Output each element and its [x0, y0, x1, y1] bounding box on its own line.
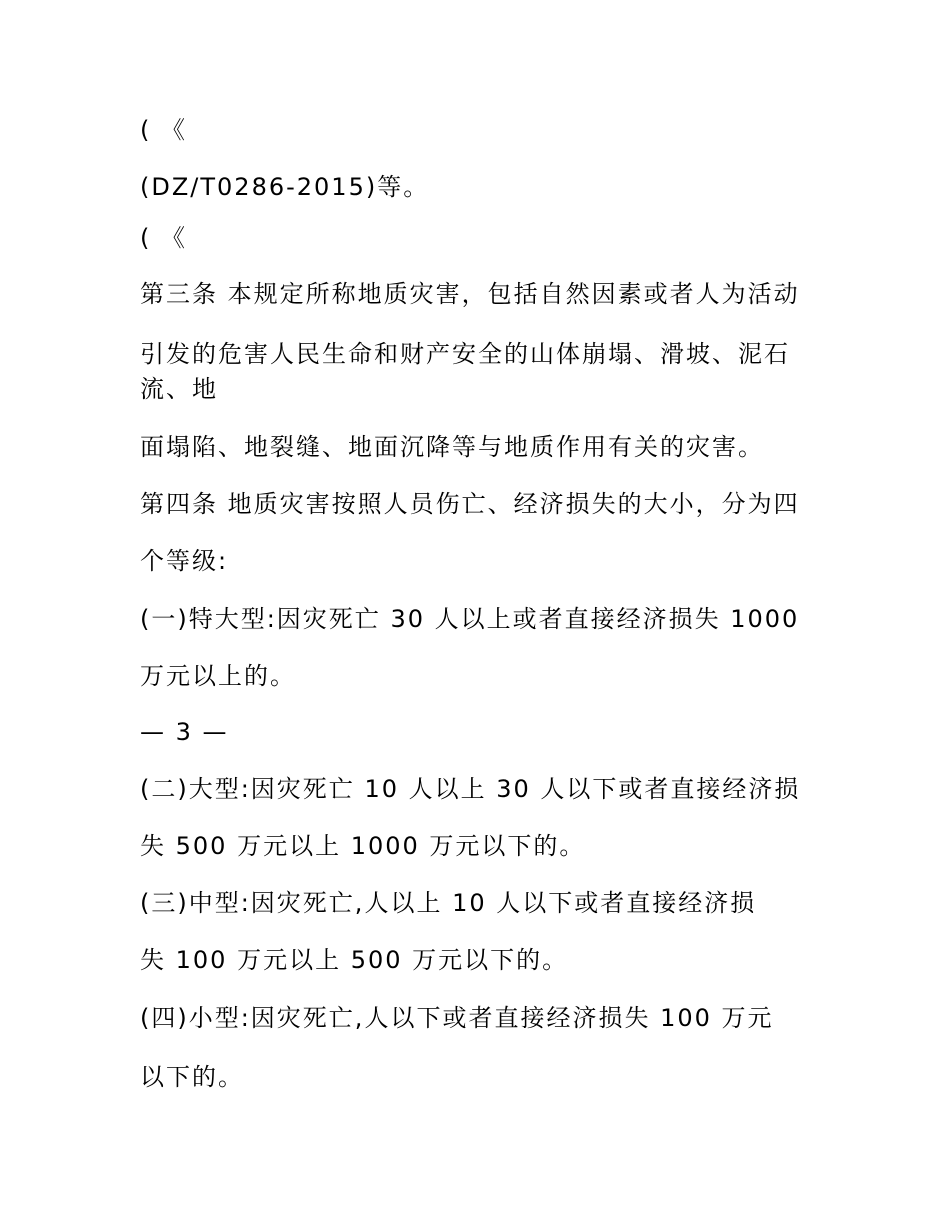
text-line: (三)中型:因灾死亡,人以上 10 人以下或者直接经济损: [140, 889, 757, 917]
text-line: 失 500 万元以上 1000 万元以下的。: [140, 832, 586, 860]
text-line: (DZ/T0286-2015)等。: [140, 173, 430, 201]
text-line: 面塌陷、地裂缝、地面沉降等与地质作用有关的灾害。: [140, 433, 764, 461]
text-line: (一)特大型:因灾死亡 30 人以上或者直接经济损失 1000: [140, 605, 800, 633]
text-line: (二)大型:因灾死亡 10 人以上 30 人以下或者直接经济损: [140, 775, 801, 803]
text-line: 流、地: [140, 375, 218, 403]
text-line: ( 《: [140, 224, 187, 252]
text-line: 以下的。: [140, 1063, 244, 1091]
text-line: 个等级:: [140, 547, 229, 575]
text-line: 第三条 本规定所称地质灾害，包括自然因素或者人为活动: [140, 280, 800, 308]
text-line: 失 100 万元以上 500 万元以下的。: [140, 946, 569, 974]
text-line: 万元以上的。: [140, 662, 296, 690]
text-line: 引发的危害人民生命和财产安全的山体崩塌、滑坡、泥石: [140, 340, 790, 368]
page-number: — 3 —: [140, 718, 229, 746]
text-line: 第四条 地质灾害按照人员伤亡、经济损失的大小，分为四: [140, 490, 800, 518]
text-line: ( 《: [140, 116, 187, 144]
text-line: (四)小型:因灾死亡,人以下或者直接经济损失 100 万元: [140, 1004, 774, 1032]
